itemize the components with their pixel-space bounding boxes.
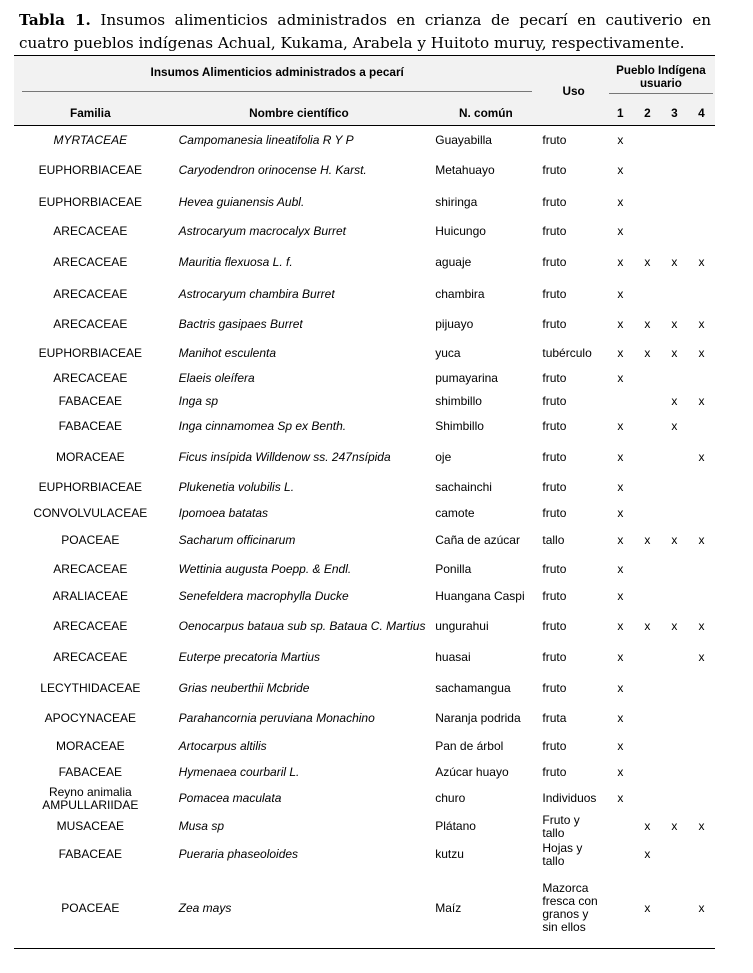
pueblo-3-cell: x bbox=[671, 819, 678, 833]
common-name-cell: Shimbillo bbox=[435, 419, 484, 433]
scientific-name-cell: Astrocaryum macrocalyx Burret bbox=[178, 224, 347, 238]
uso-cell: fruto bbox=[542, 132, 567, 147]
table-row bbox=[14, 761, 715, 785]
uso-cell: fruto bbox=[542, 224, 567, 238]
pueblo-4-cell bbox=[688, 556, 715, 583]
familia-cell: POACEAE bbox=[14, 869, 167, 949]
pueblo-3-cell bbox=[661, 441, 688, 475]
table-row bbox=[14, 155, 715, 187]
scientific-name-cell: Musa sp bbox=[178, 819, 224, 833]
familia-cell: ARALIACEAE bbox=[52, 588, 128, 603]
table-row bbox=[14, 246, 715, 280]
pueblo-2-cell bbox=[634, 126, 661, 155]
table-row bbox=[14, 368, 715, 390]
familia-cell: FABACEAE bbox=[58, 419, 122, 433]
pueblo-4-cell bbox=[688, 126, 715, 155]
common-name-cell: camote bbox=[435, 505, 475, 520]
common-name-cell: sachainchi bbox=[435, 480, 492, 494]
scientific-name-cell: Inga cinnamomea Sp ex Benth. bbox=[178, 419, 347, 433]
pueblo-4-cell bbox=[688, 841, 715, 869]
pueblo-1-cell bbox=[607, 869, 634, 949]
pueblo-2-cell: x bbox=[644, 316, 651, 331]
scientific-name-cell: Artocarpus altilis bbox=[178, 738, 267, 753]
common-name-cell: Maíz bbox=[433, 869, 540, 949]
pueblo-4-cell: x bbox=[698, 345, 705, 360]
pueblo-4-cell bbox=[688, 218, 715, 246]
common-name-cell: shimbillo bbox=[435, 393, 482, 408]
uso-cell: Hojas y tallo bbox=[542, 840, 583, 868]
pueblo-1-header: 1 bbox=[607, 102, 634, 126]
pueblo-3-cell bbox=[661, 187, 688, 218]
pueblo-1-cell: x bbox=[617, 619, 624, 633]
pueblo-2-cell bbox=[634, 390, 661, 413]
pueblo-3-cell bbox=[661, 706, 688, 732]
table-row bbox=[14, 501, 715, 526]
pueblo-4-cell bbox=[688, 672, 715, 706]
pueblo-3-header: 3 bbox=[661, 102, 688, 126]
pueblo-2-cell bbox=[634, 706, 661, 732]
scientific-name-cell: Elaeis oleífera bbox=[178, 371, 255, 385]
familia-cell: Reyno animalia AMPULLARIIDAE bbox=[42, 784, 139, 812]
common-name-cell: Huicungo bbox=[435, 224, 486, 238]
scientific-name-cell: Manihot esculenta bbox=[178, 345, 277, 360]
common-name-cell: Plátano bbox=[435, 819, 476, 833]
scientific-name-cell: Astrocaryum chambira Burret bbox=[178, 287, 335, 301]
common-name-cell: ungurahui bbox=[435, 619, 489, 633]
common-name-cell: Azúcar huayo bbox=[435, 765, 509, 779]
pueblo-2-header: 2 bbox=[634, 102, 661, 126]
pueblo-4-cell bbox=[688, 475, 715, 501]
uso-cell: tallo bbox=[542, 533, 565, 547]
scientific-name-cell: Euterpe precatoria Martius bbox=[178, 650, 321, 664]
pueblo-2-cell: x bbox=[634, 869, 661, 949]
familia-cell: ARECACEAE bbox=[53, 224, 128, 238]
familia-cell: EUPHORBIACEAE bbox=[38, 194, 142, 209]
pueblo-2-cell: x bbox=[644, 847, 651, 861]
uso-cell: fruto bbox=[542, 505, 567, 520]
pueblo-3-cell bbox=[661, 785, 688, 813]
pueblo-2-cell: x bbox=[644, 533, 651, 547]
pueblo-3-cell: x bbox=[671, 255, 678, 269]
scientific-name-cell: Sacharum officinarum bbox=[178, 533, 296, 547]
uso-cell: fruto bbox=[542, 287, 567, 301]
uso-cell: fruto bbox=[542, 194, 567, 209]
pueblo-3-cell bbox=[661, 732, 688, 761]
table-row bbox=[14, 390, 715, 413]
pueblo-4-cell: x bbox=[698, 450, 705, 464]
pueblo-1-cell: x bbox=[617, 681, 624, 695]
pueblo-3-cell bbox=[661, 556, 688, 583]
pueblo-header bbox=[607, 56, 715, 102]
familia-cell: APOCYNACEAE bbox=[44, 711, 136, 725]
pueblo-3-cell bbox=[661, 280, 688, 310]
pueblo-1-cell: x bbox=[617, 419, 624, 433]
uso-cell: fruto bbox=[542, 561, 567, 576]
pueblo-1-cell: x bbox=[617, 224, 624, 238]
pueblo-3-cell: x bbox=[671, 533, 678, 547]
pueblo-2-cell bbox=[634, 583, 661, 610]
pueblo-4-cell: x bbox=[698, 819, 705, 833]
scientific-name-cell: Mauritia flexuosa L. f. bbox=[178, 255, 293, 269]
pueblo-3-cell bbox=[661, 368, 688, 390]
pueblo-4-cell: x bbox=[698, 393, 705, 408]
pueblo-1-cell: x bbox=[617, 738, 624, 753]
common-name-cell: Ponilla bbox=[435, 561, 472, 576]
pueblo-3-cell bbox=[661, 501, 688, 526]
pueblo-2-cell: x bbox=[644, 255, 651, 269]
table-row bbox=[14, 672, 715, 706]
pueblo-3-cell: x bbox=[671, 345, 678, 360]
familia-cell: ARECACEAE bbox=[53, 287, 128, 301]
pueblo-1-cell: x bbox=[617, 765, 624, 779]
uso-cell: fruto bbox=[542, 619, 567, 633]
scientific-name-cell: Pueraria phaseoloides bbox=[178, 847, 299, 861]
pueblo-4-cell: x bbox=[698, 255, 705, 269]
pueblo-4-cell: x bbox=[698, 533, 705, 547]
common-name-cell: Huangana Caspi bbox=[435, 588, 525, 603]
scientific-name-cell: Campomanesia lineatifolia R Y P bbox=[178, 132, 354, 147]
pueblo-4-cell bbox=[688, 187, 715, 218]
common-name-cell: sachamangua bbox=[435, 681, 511, 695]
pueblo-3-cell bbox=[661, 869, 688, 949]
common-name-cell: oje bbox=[435, 450, 452, 464]
food-inputs-table bbox=[14, 55, 715, 949]
pueblo-4-cell: x bbox=[698, 650, 705, 664]
table-row bbox=[14, 441, 715, 475]
familia-cell: ARECACEAE bbox=[53, 561, 128, 576]
uso-cell: fruta bbox=[542, 711, 567, 725]
table-row bbox=[14, 732, 715, 761]
uso-cell: fruto bbox=[542, 419, 567, 433]
pueblo-3-cell: x bbox=[671, 316, 678, 331]
pueblo-1-cell: x bbox=[617, 791, 624, 805]
pueblo-2-cell bbox=[634, 441, 661, 475]
pueblo-1-cell: x bbox=[617, 316, 624, 331]
common-name-cell: huasai bbox=[435, 650, 471, 664]
nombre-cientifico-header: Nombre científico bbox=[167, 102, 434, 126]
pueblo-3-cell bbox=[661, 841, 688, 869]
pueblo-3-cell bbox=[661, 583, 688, 610]
uso-cell: fruto bbox=[542, 650, 567, 664]
pueblo-1-cell: x bbox=[617, 650, 624, 664]
familia-cell: ARECACEAE bbox=[53, 619, 128, 633]
pueblo-1-cell: x bbox=[617, 533, 624, 547]
pueblo-4-header: 4 bbox=[688, 102, 715, 126]
table-row bbox=[14, 583, 715, 610]
pueblo-4-cell bbox=[688, 155, 715, 187]
table-body bbox=[14, 126, 715, 949]
scientific-name-cell: Plukenetia volubilis L. bbox=[178, 480, 295, 494]
pueblo-4-cell bbox=[688, 785, 715, 813]
pueblo-2-cell bbox=[634, 556, 661, 583]
pueblo-1-cell: x bbox=[617, 194, 624, 209]
familia-cell: FABACEAE bbox=[58, 847, 122, 861]
familia-cell: ARECACEAE bbox=[53, 316, 128, 331]
uso-cell: fruto bbox=[542, 316, 567, 331]
common-name-cell: chambira bbox=[435, 287, 485, 301]
pueblo-1-cell: x bbox=[617, 132, 624, 147]
common-name-cell: shiringa bbox=[435, 194, 478, 209]
pueblo-3-cell bbox=[661, 218, 688, 246]
pueblo-3-cell bbox=[661, 475, 688, 501]
pueblo-4-cell: x bbox=[698, 316, 705, 331]
pueblo-3-cell: x bbox=[671, 619, 678, 633]
familia-cell: FABACEAE bbox=[58, 765, 122, 779]
uso-cell: Mazorca fresca con granos y sin ellos bbox=[540, 869, 606, 949]
table-row bbox=[14, 218, 715, 246]
scientific-name-cell: Parahancornia peruviana Monachino bbox=[178, 711, 375, 725]
uso-cell: fruto bbox=[542, 588, 567, 603]
uso-cell: fruto bbox=[542, 480, 567, 494]
pueblo-3-cell bbox=[661, 126, 688, 155]
familia-cell: EUPHORBIACEAE bbox=[38, 345, 142, 360]
caption-text: Insumos alimenticios administrados en crianza de pecarí en cautiverio en cuatro pueblos indígenas Achual, Kukama, Arabela y Huitoto muruy, respectivamente. bbox=[19, 11, 711, 52]
pueblo-3-cell bbox=[661, 761, 688, 785]
table-row bbox=[14, 813, 715, 841]
table-row bbox=[14, 869, 715, 949]
common-name-cell: pijuayo bbox=[435, 316, 474, 331]
pueblo-1-cell: x bbox=[617, 588, 624, 603]
pueblo-3-cell: x bbox=[671, 419, 678, 433]
pueblo-2-cell bbox=[634, 413, 661, 441]
scientific-name-cell: Senefeldera macrophylla Ducke bbox=[178, 588, 349, 603]
uso-cell: fruto bbox=[542, 255, 567, 269]
pueblo-1-cell: x bbox=[617, 371, 624, 385]
uso-cell: fruto bbox=[542, 765, 567, 779]
n-comun-header: N. común bbox=[433, 102, 540, 126]
scientific-name-cell: Caryodendron orinocense H. Karst. bbox=[178, 163, 367, 177]
pueblo-4-cell bbox=[688, 732, 715, 761]
pueblo-1-cell: x bbox=[617, 287, 624, 301]
uso-cell: tubérculo bbox=[542, 345, 592, 360]
uso-cell: fruto bbox=[542, 738, 567, 753]
pueblo-1-cell: x bbox=[617, 561, 624, 576]
pueblo-4-cell: x bbox=[698, 619, 705, 633]
pueblo-4-cell bbox=[688, 706, 715, 732]
pueblo-2-cell bbox=[634, 187, 661, 218]
uso-cell: Fruto y tallo bbox=[542, 812, 580, 840]
pueblo-2-cell bbox=[634, 475, 661, 501]
common-name-cell: kutzu bbox=[435, 847, 464, 861]
scientific-name-cell: Grias neuberthii Mcbride bbox=[178, 681, 310, 695]
familia-cell: EUPHORBIACEAE bbox=[38, 163, 142, 177]
pueblo-4-cell bbox=[688, 368, 715, 390]
pueblo-1-cell bbox=[607, 813, 634, 841]
pueblo-2-cell bbox=[634, 644, 661, 672]
uso-cell: fruto bbox=[542, 450, 567, 464]
pueblo-3-cell bbox=[661, 644, 688, 672]
group-title-header bbox=[14, 56, 540, 102]
table-row bbox=[14, 556, 715, 583]
pueblo-2-cell bbox=[634, 761, 661, 785]
familia-cell: CONVOLVULACEAE bbox=[33, 505, 148, 520]
table-row bbox=[14, 706, 715, 732]
pueblo-1-cell bbox=[607, 390, 634, 413]
pueblo-2-cell bbox=[634, 368, 661, 390]
scientific-name-cell: Hymenaea courbaril L. bbox=[178, 765, 300, 779]
scientific-name-cell: Bactris gasipaes Burret bbox=[178, 316, 303, 331]
familia-cell: ARECACEAE bbox=[53, 255, 128, 269]
familia-cell: ARECACEAE bbox=[53, 371, 128, 385]
table-label: Tabla 1. bbox=[19, 11, 91, 29]
pueblo-4-cell bbox=[688, 501, 715, 526]
pueblo-1-cell: x bbox=[617, 450, 624, 464]
pueblo-4-cell bbox=[688, 280, 715, 310]
table-row bbox=[14, 187, 715, 218]
uso-cell: fruto bbox=[542, 393, 567, 408]
pueblo-2-cell bbox=[634, 155, 661, 187]
common-name-cell: churo bbox=[435, 791, 466, 805]
uso-header: Uso bbox=[540, 56, 606, 126]
pueblo-4-cell bbox=[688, 583, 715, 610]
common-name-cell: aguaje bbox=[435, 255, 472, 269]
common-name-cell: Caña de azúcar bbox=[435, 533, 520, 547]
pueblo-1-cell bbox=[607, 841, 634, 869]
familia-cell: MUSACEAE bbox=[56, 819, 124, 833]
pueblo-4-cell bbox=[688, 413, 715, 441]
table-row bbox=[14, 310, 715, 339]
familia-cell: MYRTACEAE bbox=[53, 132, 128, 147]
table-row bbox=[14, 841, 715, 869]
familia-cell: LECYTHIDACEAE bbox=[40, 681, 141, 695]
common-name-cell: Metahuayo bbox=[435, 163, 495, 177]
scientific-name-cell: Pomacea maculata bbox=[178, 791, 282, 805]
pueblo-1-cell: x bbox=[617, 345, 624, 360]
table-row bbox=[14, 610, 715, 644]
pueblo-2-cell: x bbox=[644, 619, 651, 633]
table-row bbox=[14, 644, 715, 672]
pueblo-3-cell bbox=[661, 672, 688, 706]
familia-cell: MORACEAE bbox=[55, 738, 125, 753]
scientific-name-cell: Wettinia augusta Poepp. & Endl. bbox=[178, 561, 352, 576]
scientific-name-cell: Ipomoea batatas bbox=[178, 505, 269, 520]
table-caption bbox=[19, 9, 711, 55]
pueblo-2-cell: x bbox=[644, 819, 651, 833]
familia-cell: POACEAE bbox=[61, 533, 120, 547]
pueblo-1-cell: x bbox=[617, 505, 624, 520]
common-name-cell: yuca bbox=[435, 345, 461, 360]
familia-cell: ARECACEAE bbox=[53, 650, 128, 664]
table-row bbox=[14, 475, 715, 501]
common-name-cell: Guayabilla bbox=[435, 132, 492, 147]
pueblo-2-cell bbox=[634, 218, 661, 246]
pueblo-2-cell bbox=[634, 732, 661, 761]
scientific-name-cell: Hevea guianensis Aubl. bbox=[178, 194, 305, 209]
table-row bbox=[14, 339, 715, 368]
table-row bbox=[14, 785, 715, 813]
pueblo-3-cell: x bbox=[671, 393, 678, 408]
pueblo-1-cell: x bbox=[617, 255, 624, 269]
common-name-cell: Pan de árbol bbox=[435, 738, 504, 753]
scientific-name-cell: Inga sp bbox=[178, 393, 219, 408]
scientific-name-cell: Oenocarpus bataua sub sp. Bataua C. Martius bbox=[178, 619, 426, 633]
pueblo-1-cell: x bbox=[617, 480, 624, 494]
common-name-cell: pumayarina bbox=[435, 371, 498, 385]
familia-cell: FABACEAE bbox=[58, 393, 122, 408]
table-header bbox=[14, 56, 715, 126]
pueblo-2-cell bbox=[634, 501, 661, 526]
common-name-cell: Naranja podrida bbox=[435, 711, 521, 725]
familia-cell: EUPHORBIACEAE bbox=[38, 480, 142, 494]
group-title-text: Insumos Alimenticios administrados a pecarí bbox=[22, 65, 532, 92]
table-row bbox=[14, 526, 715, 556]
uso-cell: Individuos bbox=[542, 791, 597, 805]
pueblo-4-cell bbox=[688, 761, 715, 785]
pueblo-2-cell bbox=[634, 785, 661, 813]
familia-header: Familia bbox=[14, 102, 167, 126]
pueblo-2-cell bbox=[634, 280, 661, 310]
uso-cell: fruto bbox=[542, 163, 567, 177]
pueblo-4-cell: x bbox=[688, 869, 715, 949]
familia-cell: MORACEAE bbox=[55, 450, 125, 464]
table-row bbox=[14, 413, 715, 441]
pueblo-2-cell: x bbox=[644, 345, 651, 360]
scientific-name-cell: Ficus insípida Willdenow ss. 247nsípida bbox=[178, 450, 391, 464]
pueblo-3-cell bbox=[661, 155, 688, 187]
pueblo-1-cell: x bbox=[617, 711, 624, 725]
uso-cell: fruto bbox=[542, 681, 567, 695]
uso-cell: fruto bbox=[542, 371, 567, 385]
table-row bbox=[14, 126, 715, 155]
pueblo-1-cell: x bbox=[617, 163, 624, 177]
scientific-name-cell: Zea mays bbox=[167, 869, 434, 949]
pueblo-header-text: Pueblo Indígena usuario bbox=[609, 64, 713, 94]
pueblo-2-cell bbox=[634, 672, 661, 706]
table-row bbox=[14, 280, 715, 310]
